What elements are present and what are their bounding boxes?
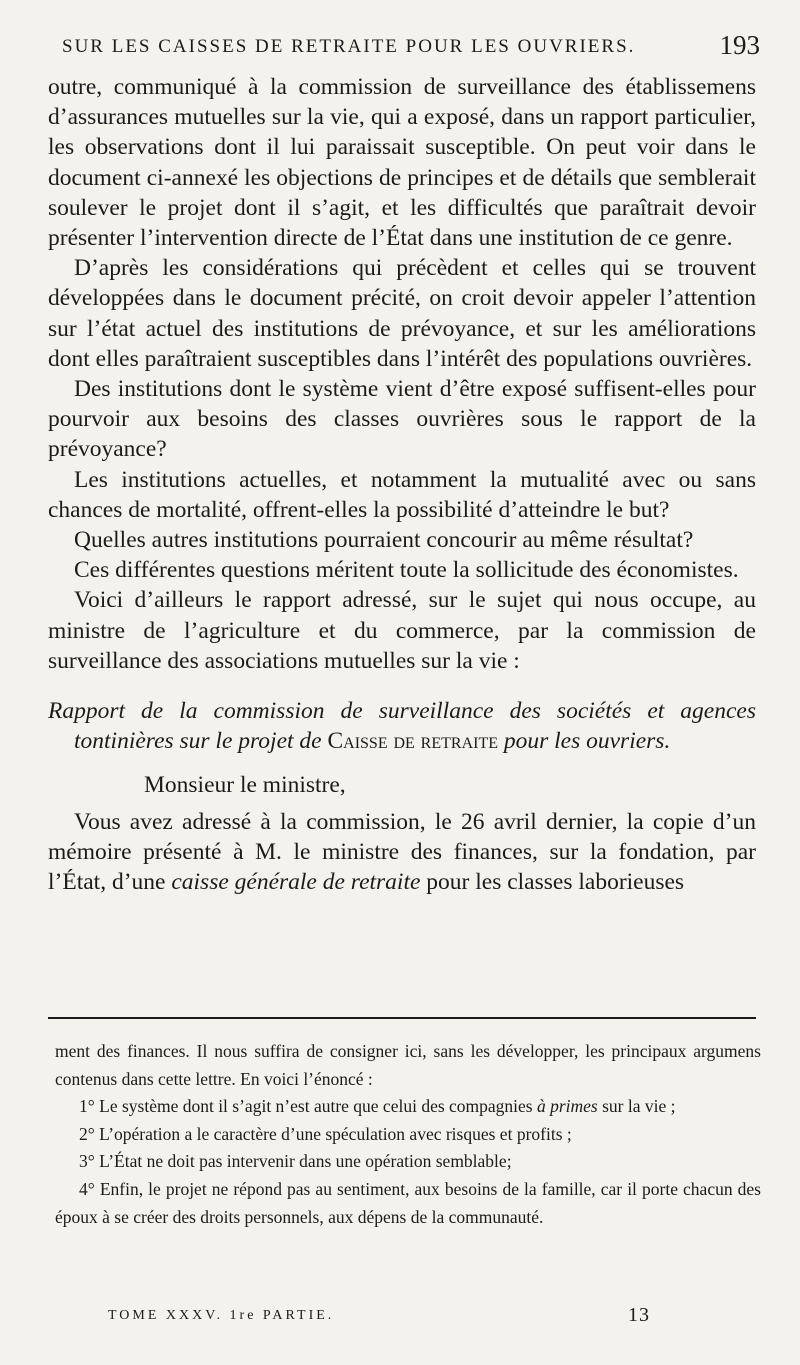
footnote-text: sur la vie ; — [602, 1096, 676, 1117]
report-title-text: pour les ouvriers. — [503, 728, 671, 755]
main-text — [48, 72, 756, 897]
salutation: Monsieur le ministre, — [144, 772, 346, 799]
paragraph: Ces différentes questions méritent toute la sollicitude des économistes. — [74, 557, 739, 584]
page-header — [62, 30, 770, 64]
paragraph: Voici d’ailleurs le rapport adressé, sur le sujet qui nous occupe, au ministre de l’agriculture et du commerce, par la commission de surveillance des associations mutuelles sur la vie : — [48, 587, 756, 674]
paragraph: Des institutions dont le système vient d’être exposé suffisent-elles pour pourvoir aux besoins des classes ouvrières sous le rapport de la prévoyance? — [48, 376, 756, 463]
footnote-paragraph: 2° L’opération a le caractère d’une spéculation avec risques et profits ; — [79, 1123, 572, 1144]
paragraph-text: Vous avez adressé à la commission, le 26 avril dernier, la copie d’un mémoire présenté à M. le ministre des finances, sur la fondation, par l’État, d’une — [48, 808, 756, 896]
footnote-rule — [48, 1017, 756, 1019]
volume-signature: TOME XXXV. 1re PARTIE. — [108, 1308, 335, 1323]
paragraph — [48, 807, 756, 898]
sheet-number: 13 — [628, 1304, 650, 1326]
paragraph: Quelles autres institutions pourraient concourir au même résultat? — [74, 527, 694, 554]
report-title-text: Rapport de la commission de surveillance des sociétés et agences tontinières sur le projet de — [48, 698, 756, 755]
report-title-smallcaps: Caisse de retraite — [327, 728, 498, 755]
paragraph: outre, communiqué à la commission de surveillance des établissemens d’assurances mutuelles sur la vie, qui a exposé, dans un rapport particulier, les observations dont il lui paraissait susceptible. On peut voir dans le document ci-annexé les objections de principes et de détails que semblerait soulever le projet dont il s’agit, et les difficultés que paraîtrait devoir présenter l’intervention directe de l’État dans une institution de ce genre. — [48, 74, 756, 252]
footnote-paragraph: 4° Enfin, le projet ne répond pas au sentiment, aux besoins de la famille, car il porte chacun des époux à se créer des droits personnels, aux dépens de la communauté. — [55, 1178, 761, 1227]
report-title — [48, 696, 756, 756]
paragraph: D’après les considérations qui précèdent et celles qui se trouvent développées dans le document précité, on croit devoir appeler l’attention sur l’état actuel des institutions de prévoyance, et sur les améliorations dont elles paraîtraient susceptibles dans l’intérêt des populations ouvrières. — [48, 255, 756, 372]
paragraph: Les institutions actuelles, et notamment la mutualité avec ou sans chances de mortalité, offrent-elles la possibilité d’atteindre le but? — [48, 466, 756, 523]
paragraph-italic: caisse générale de retraite — [171, 869, 421, 896]
footnote-italic: à primes — [536, 1096, 598, 1117]
footnote-paragraph: ment des finances. Il nous suffira de consigner ici, sans les développer, les principaux argumens contenus dans cette lettre. En voici l’énoncé : — [55, 1041, 761, 1089]
footnote-paragraph: 3° L’État ne doit pas intervenir dans une opération semblable; — [79, 1151, 512, 1172]
footnote-paragraph — [55, 1093, 761, 1121]
footnote — [55, 1038, 761, 1231]
page-number: 193 — [719, 30, 760, 60]
paragraph-text: pour les classes laborieuses — [426, 869, 685, 896]
running-title: SUR LES CAISSES DE RETRAITE POUR LES OUVRIERS. — [62, 36, 636, 57]
footnote-text: 1° Le système dont il s’agit n’est autre que celui des compagnies — [79, 1096, 533, 1117]
